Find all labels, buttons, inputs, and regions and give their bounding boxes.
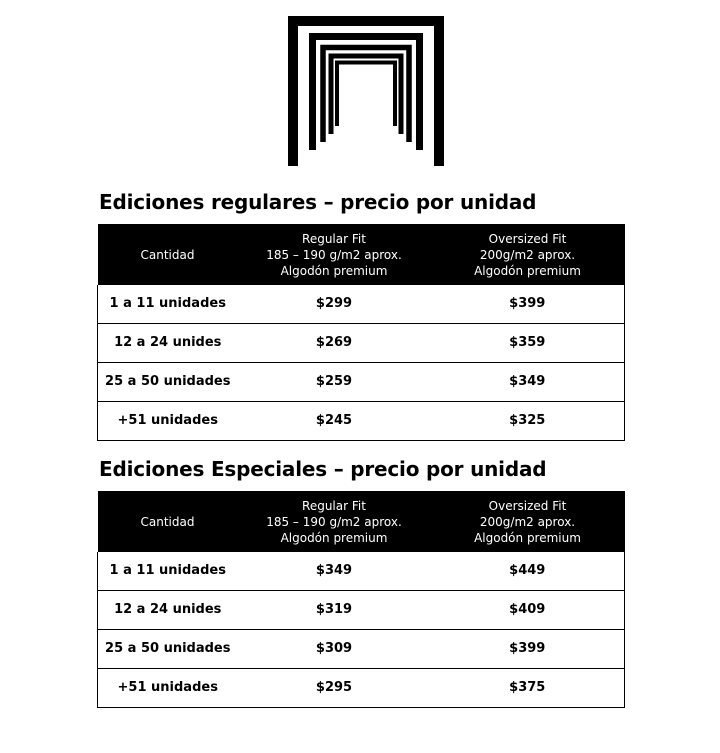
table-row bbox=[98, 362, 625, 401]
regular-price-cell: $245 bbox=[315, 413, 353, 428]
section-title-regulares: Ediciones regulares – precio por unidad bbox=[99, 190, 537, 214]
quantity-cell: +51 unidades bbox=[117, 413, 218, 428]
header-oversized-fit: Oversized Fit 200g/m2 aprox. Algodón premium bbox=[474, 498, 581, 545]
quantity-cell: 12 a 24 unides bbox=[114, 602, 222, 617]
regular-price-cell: $269 bbox=[315, 335, 353, 350]
table-row bbox=[98, 285, 625, 323]
header-oversized-fit: Oversized Fit 200g/m2 aprox. Algodón premium bbox=[474, 231, 581, 278]
nested-arches-logo bbox=[288, 16, 444, 166]
oversized-price-cell: $349 bbox=[509, 374, 546, 389]
regular-price-cell: $319 bbox=[315, 602, 353, 617]
header-regular-fit: Regular Fit 185 – 190 g/m2 aprox. Algodón premium bbox=[266, 231, 402, 278]
quantity-cell: 25 a 50 unidades bbox=[105, 374, 231, 389]
header-cantidad: Cantidad bbox=[140, 514, 195, 529]
price-table-especiales bbox=[97, 491, 625, 708]
table-header-row bbox=[98, 491, 625, 552]
quantity-cell: 1 a 11 unidades bbox=[109, 563, 226, 579]
quantity-cell: 1 a 11 unidades bbox=[109, 296, 226, 312]
table-row bbox=[98, 401, 625, 440]
quantity-cell: +51 unidades bbox=[117, 680, 218, 695]
header-cantidad: Cantidad bbox=[140, 247, 195, 262]
regular-price-cell: $309 bbox=[315, 641, 353, 656]
oversized-price-cell: $399 bbox=[509, 641, 546, 656]
section-title-especiales: Ediciones Especiales – precio por unidad bbox=[99, 457, 547, 481]
oversized-price-cell: $409 bbox=[509, 602, 546, 617]
table-row bbox=[98, 629, 625, 668]
oversized-price-cell: $375 bbox=[509, 680, 546, 695]
header-regular-fit: Regular Fit 185 – 190 g/m2 aprox. Algodón premium bbox=[266, 498, 402, 545]
regular-price-cell: $299 bbox=[315, 296, 353, 312]
table-row bbox=[98, 668, 625, 707]
table-header-row bbox=[98, 224, 625, 285]
regular-price-cell: $259 bbox=[315, 374, 353, 389]
oversized-price-cell: $399 bbox=[509, 296, 546, 312]
table-row bbox=[98, 323, 625, 362]
regular-price-cell: $349 bbox=[315, 563, 353, 579]
oversized-price-cell: $325 bbox=[509, 413, 546, 428]
oversized-price-cell: $359 bbox=[509, 335, 546, 350]
quantity-cell: 25 a 50 unidades bbox=[105, 641, 231, 656]
regular-price-cell: $295 bbox=[315, 680, 353, 695]
price-table-regulares bbox=[97, 224, 625, 441]
table-row bbox=[98, 552, 625, 590]
table-row bbox=[98, 590, 625, 629]
oversized-price-cell: $449 bbox=[509, 563, 546, 579]
quantity-cell: 12 a 24 unides bbox=[114, 335, 222, 350]
